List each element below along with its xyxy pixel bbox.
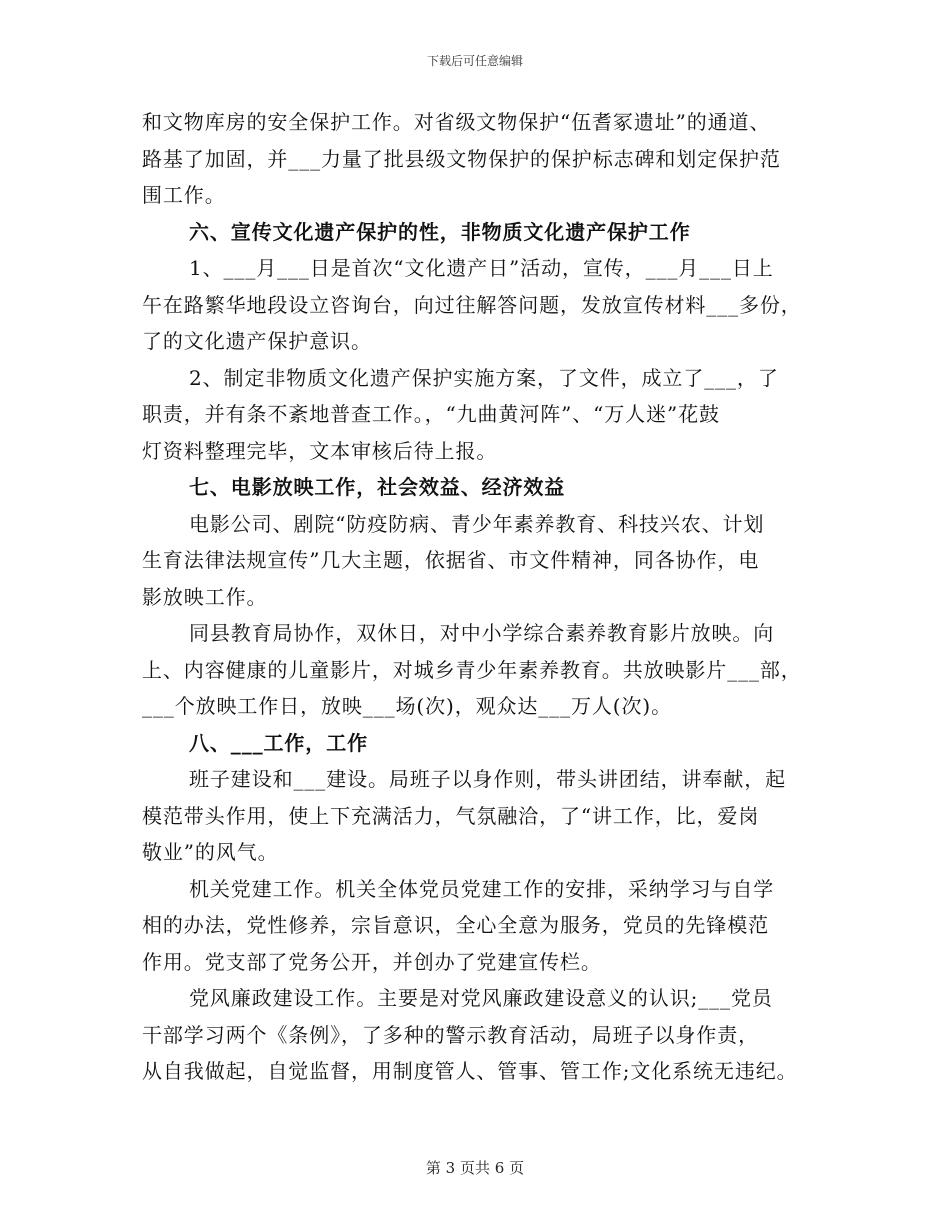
text-line: 2、制定非物质文化遗产保护实施方案，了文件，成立了___，了: [189, 365, 779, 390]
section-heading: 六、宣传文化遗产保护的性，非物质文化遗产保护工作: [189, 219, 691, 244]
text-line: 相的办法，党性修养，宗旨意识，全心全意为服务，党员的先锋模范: [142, 913, 769, 937]
text-line: 路基了加固，并___力量了批县级文物保护的保护标志碑和划定保护范: [142, 146, 781, 171]
text-line: 干部学习两个《条例》，了多种的警示教育活动，局班子以身作责，: [142, 1022, 759, 1047]
text-line: 了的文化遗产保护意识。: [142, 329, 372, 353]
text-line: ___个放映工作日，放映___场(次)，观众达___万人(次)。: [142, 694, 673, 718]
text-line: 机关党建工作。机关全体党员党建工作的安排，采纳学习与自学: [189, 876, 775, 901]
text-line: 灯资料整理完毕，文本审核后待上报。: [142, 438, 498, 463]
text-line: 围工作。: [142, 183, 226, 207]
text-line: 从自我做起，自觉监督，用制度管人、管事、管工作;文化系统无违纪。: [142, 1059, 798, 1083]
page-footer: 第 3 页共 6 页: [425, 1159, 525, 1177]
page-header: 下载后可任意编辑: [426, 54, 523, 68]
section-heading: 七、电影放映工作，社会效益、经济效益: [189, 475, 566, 499]
text-line: 影放映工作。: [142, 584, 268, 609]
text-line: 作用。党支部了党务公开，并创办了党建宣传栏。: [142, 949, 602, 974]
text-line: 职责，并有条不紊地普查工作。，“九曲黄河阵”、“万人迷”花鼓: [142, 402, 720, 426]
text-line: 电影公司、剧院“防疫防病、青少年素养教育、科技兴农、计划: [189, 511, 765, 536]
text-line: 和文物库房的安全保护工作。对省级文物保护“伍耆冢遗址”的通道、: [142, 110, 771, 134]
text-line: 午在路繁华地段设立咨询台，向过往解答问题，发放宣传材料___多份，: [142, 292, 802, 317]
section-heading: 八、___工作，工作: [189, 730, 368, 755]
text-line: 1、___月___日是首次“文化遗产日”活动，宣传，___月___日上: [189, 256, 774, 280]
text-line: 党风廉政建设工作。主要是对党风廉政建设意义的认识;___党员: [189, 986, 773, 1010]
text-line: 模范带头作用，使上下充满活力，气氛融洽，了“讲工作，比，爱岗: [142, 803, 760, 828]
text-line: 班子建设和___建设。局班子以身作则，带头讲团结，讲奉献，起: [189, 767, 786, 791]
text-line: 上、内容健康的儿童影片，对城乡青少年素养教育。共放映影片___部，: [142, 657, 802, 682]
text-line: 生育法律法规宣传”几大主题，依据省、市文件精神，同各协作，电: [142, 548, 760, 572]
document-body: [142, 104, 832, 1090]
text-line: 敬业”的风气。: [142, 840, 279, 864]
text-line: 同县教育局协作，双休日，对中小学综合素养教育影片放映。向: [189, 621, 775, 645]
